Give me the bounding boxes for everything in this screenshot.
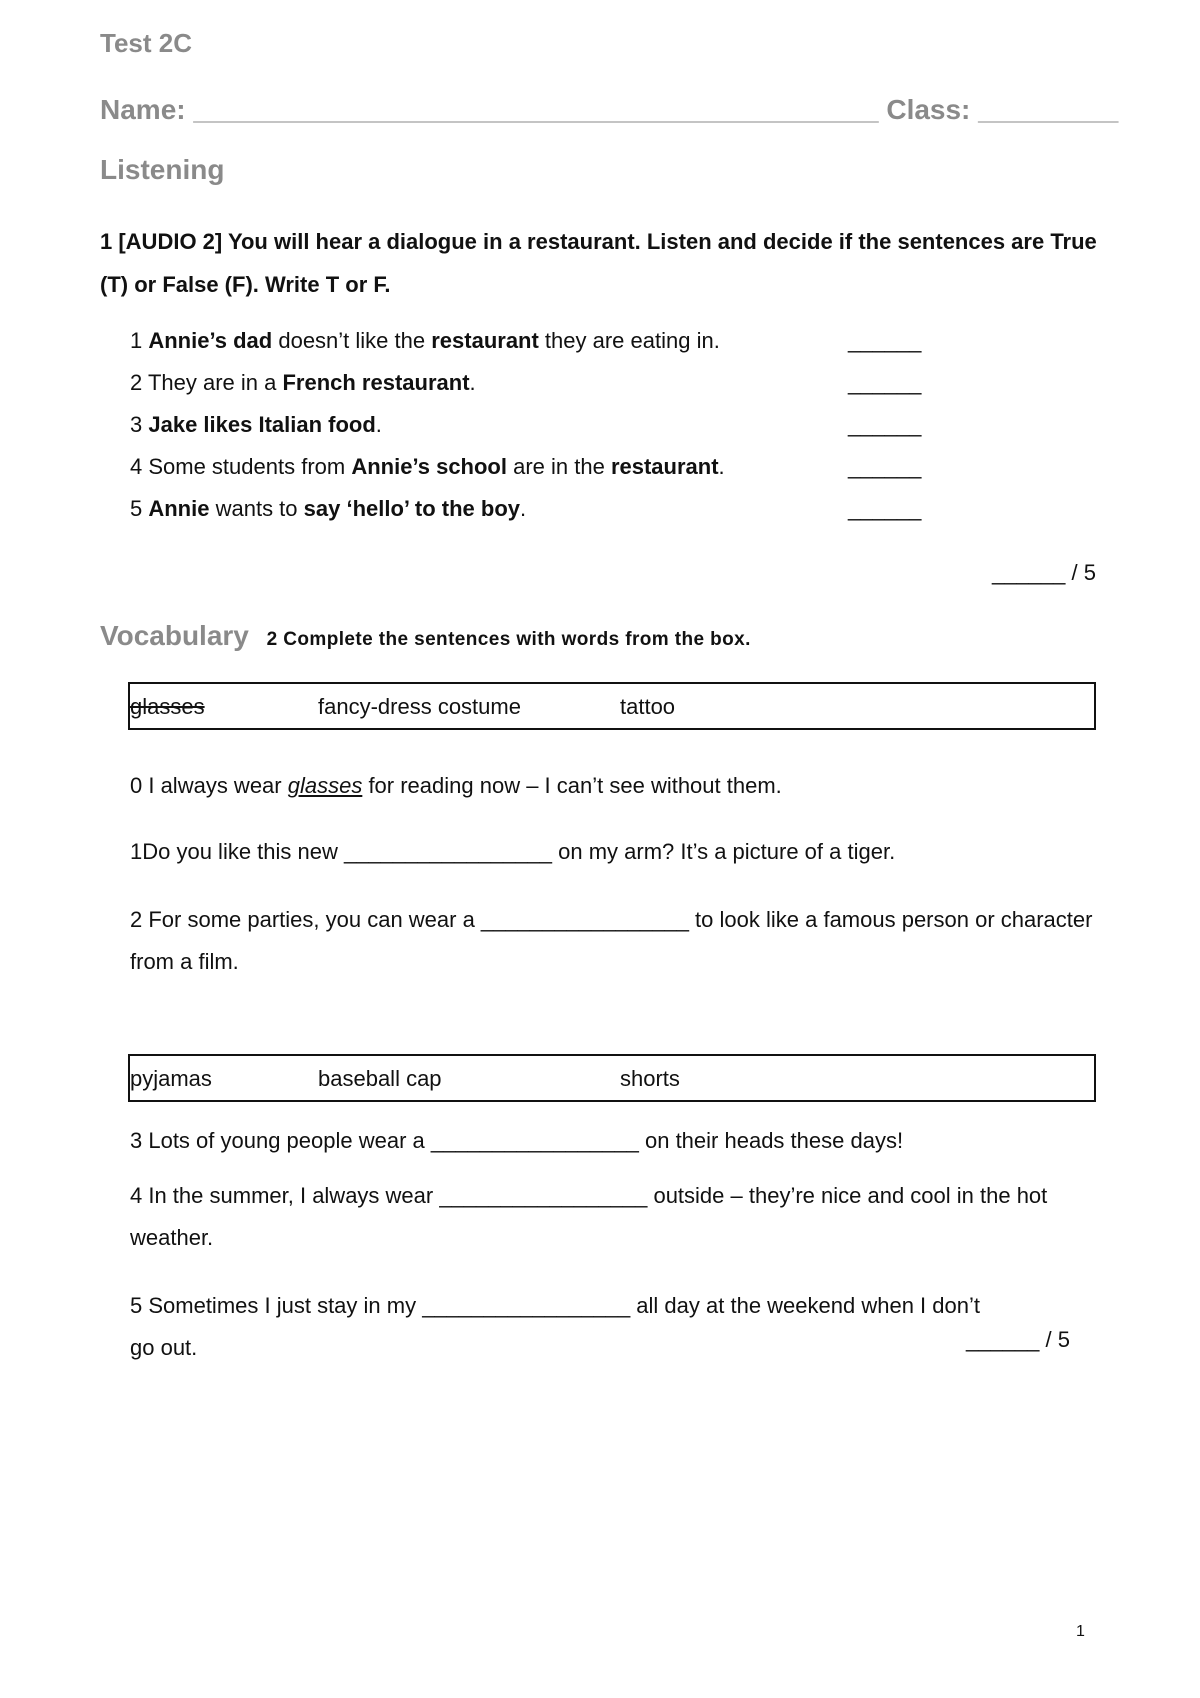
tf-item-text: 3 xyxy=(130,412,149,437)
tf-item-text: 2 They are in a xyxy=(130,370,283,395)
tf-answer-blank-3[interactable]: ______ xyxy=(848,412,922,437)
box-word: pyjamas xyxy=(130,1066,212,1091)
vocabulary-score[interactable]: ______ / 5 xyxy=(966,1327,1070,1352)
tf-answer-blank-1[interactable]: ______ xyxy=(848,328,922,353)
example-answer: glasses xyxy=(287,773,363,798)
test-title: Test 2C xyxy=(100,28,192,58)
tf-item-keyword: Annie’s school xyxy=(351,454,507,479)
tf-item-text: are in the xyxy=(506,454,611,479)
listening-instruction: 1 [AUDIO 2] You will hear a dialogue in a restaurant. Listen and decide if the sentences are True (T) or False (F). Write T or F. xyxy=(100,229,1097,297)
vocab-sentence-5[interactable]: 5 Sometimes I just stay in my _________________ all day at the weekend when I don’t go out. xyxy=(130,1293,980,1360)
box-word: tattoo xyxy=(620,694,676,719)
box-word: baseball cap xyxy=(318,1066,442,1091)
tf-item-5 xyxy=(130,496,526,522)
vocab-sentence-4[interactable]: 4 In the summer, I always wear _________________ outside – they’re nice and cool in the hot weather. xyxy=(130,1183,1048,1250)
word-box-1 xyxy=(128,682,1096,730)
listening-heading: Listening xyxy=(100,154,225,185)
tf-item-text: . xyxy=(469,370,476,395)
tf-item-keyword: Annie xyxy=(148,496,210,521)
box-word-used: glasses xyxy=(130,694,205,719)
name-label: Name: xyxy=(100,94,186,125)
vocabulary-instruction: 2 Complete the sentences with words from the box. xyxy=(266,629,751,650)
tf-item-text: 5 xyxy=(130,496,149,521)
example-sentence: 0 I always wear glasses for reading now – I can’t see without them. xyxy=(130,773,782,798)
tf-item-keyword: Annie’s dad xyxy=(148,328,273,353)
tf-answer-blank-4[interactable]: ______ xyxy=(848,454,922,479)
tf-item-keyword: restaurant xyxy=(610,454,719,479)
box-word: fancy-dress costume xyxy=(318,694,521,719)
tf-item-text: wants to xyxy=(209,496,304,521)
tf-item-keyword: say ‘hello’ to the boy xyxy=(303,496,521,521)
tf-item-text: 4 Some students from xyxy=(130,454,352,479)
vocab-sentence-3[interactable]: 3 Lots of young people wear a _________________ on their heads these days! xyxy=(130,1128,904,1153)
tf-item-keyword: Jake likes Italian food xyxy=(148,412,376,437)
vocabulary-heading-line xyxy=(100,620,751,652)
tf-item-1 xyxy=(130,328,720,354)
listening-score[interactable]: ______ / 5 xyxy=(992,560,1096,585)
vocab-sentence-1[interactable]: 1Do you like this new _________________ on my arm? It’s a picture of a tiger. xyxy=(130,839,896,864)
page-number: 1 xyxy=(1076,1623,1085,1640)
tf-item-2 xyxy=(130,370,476,396)
tf-item-keyword: restaurant xyxy=(431,328,539,353)
class-label: Class: xyxy=(886,94,971,125)
box-word: shorts xyxy=(620,1066,680,1091)
class-field[interactable]: _________ xyxy=(978,94,1119,125)
tf-item-text: . xyxy=(375,412,382,437)
name-class-line xyxy=(100,94,1118,126)
name-field[interactable]: ____________________________________________ xyxy=(193,94,879,125)
tf-answer-blank-5[interactable]: ______ xyxy=(848,496,922,521)
tf-item-text: . xyxy=(718,454,725,479)
tf-item-text: they are eating in. xyxy=(538,328,720,353)
tf-item-keyword: French restaurant xyxy=(282,370,470,395)
tf-item-text: doesn’t like the xyxy=(272,328,432,353)
word-box-2 xyxy=(128,1054,1096,1102)
vocab-sentence-2[interactable]: 2 For some parties, you can wear a _________________ to look like a famous person or character from a film. xyxy=(130,907,1093,974)
tf-answer-blank-2[interactable]: ______ xyxy=(848,370,922,395)
tf-item-4 xyxy=(130,454,725,480)
tf-item-3 xyxy=(130,412,382,438)
tf-item-text: . xyxy=(520,496,527,521)
vocabulary-heading: Vocabulary xyxy=(100,620,249,651)
tf-item-text: 1 xyxy=(130,328,149,353)
